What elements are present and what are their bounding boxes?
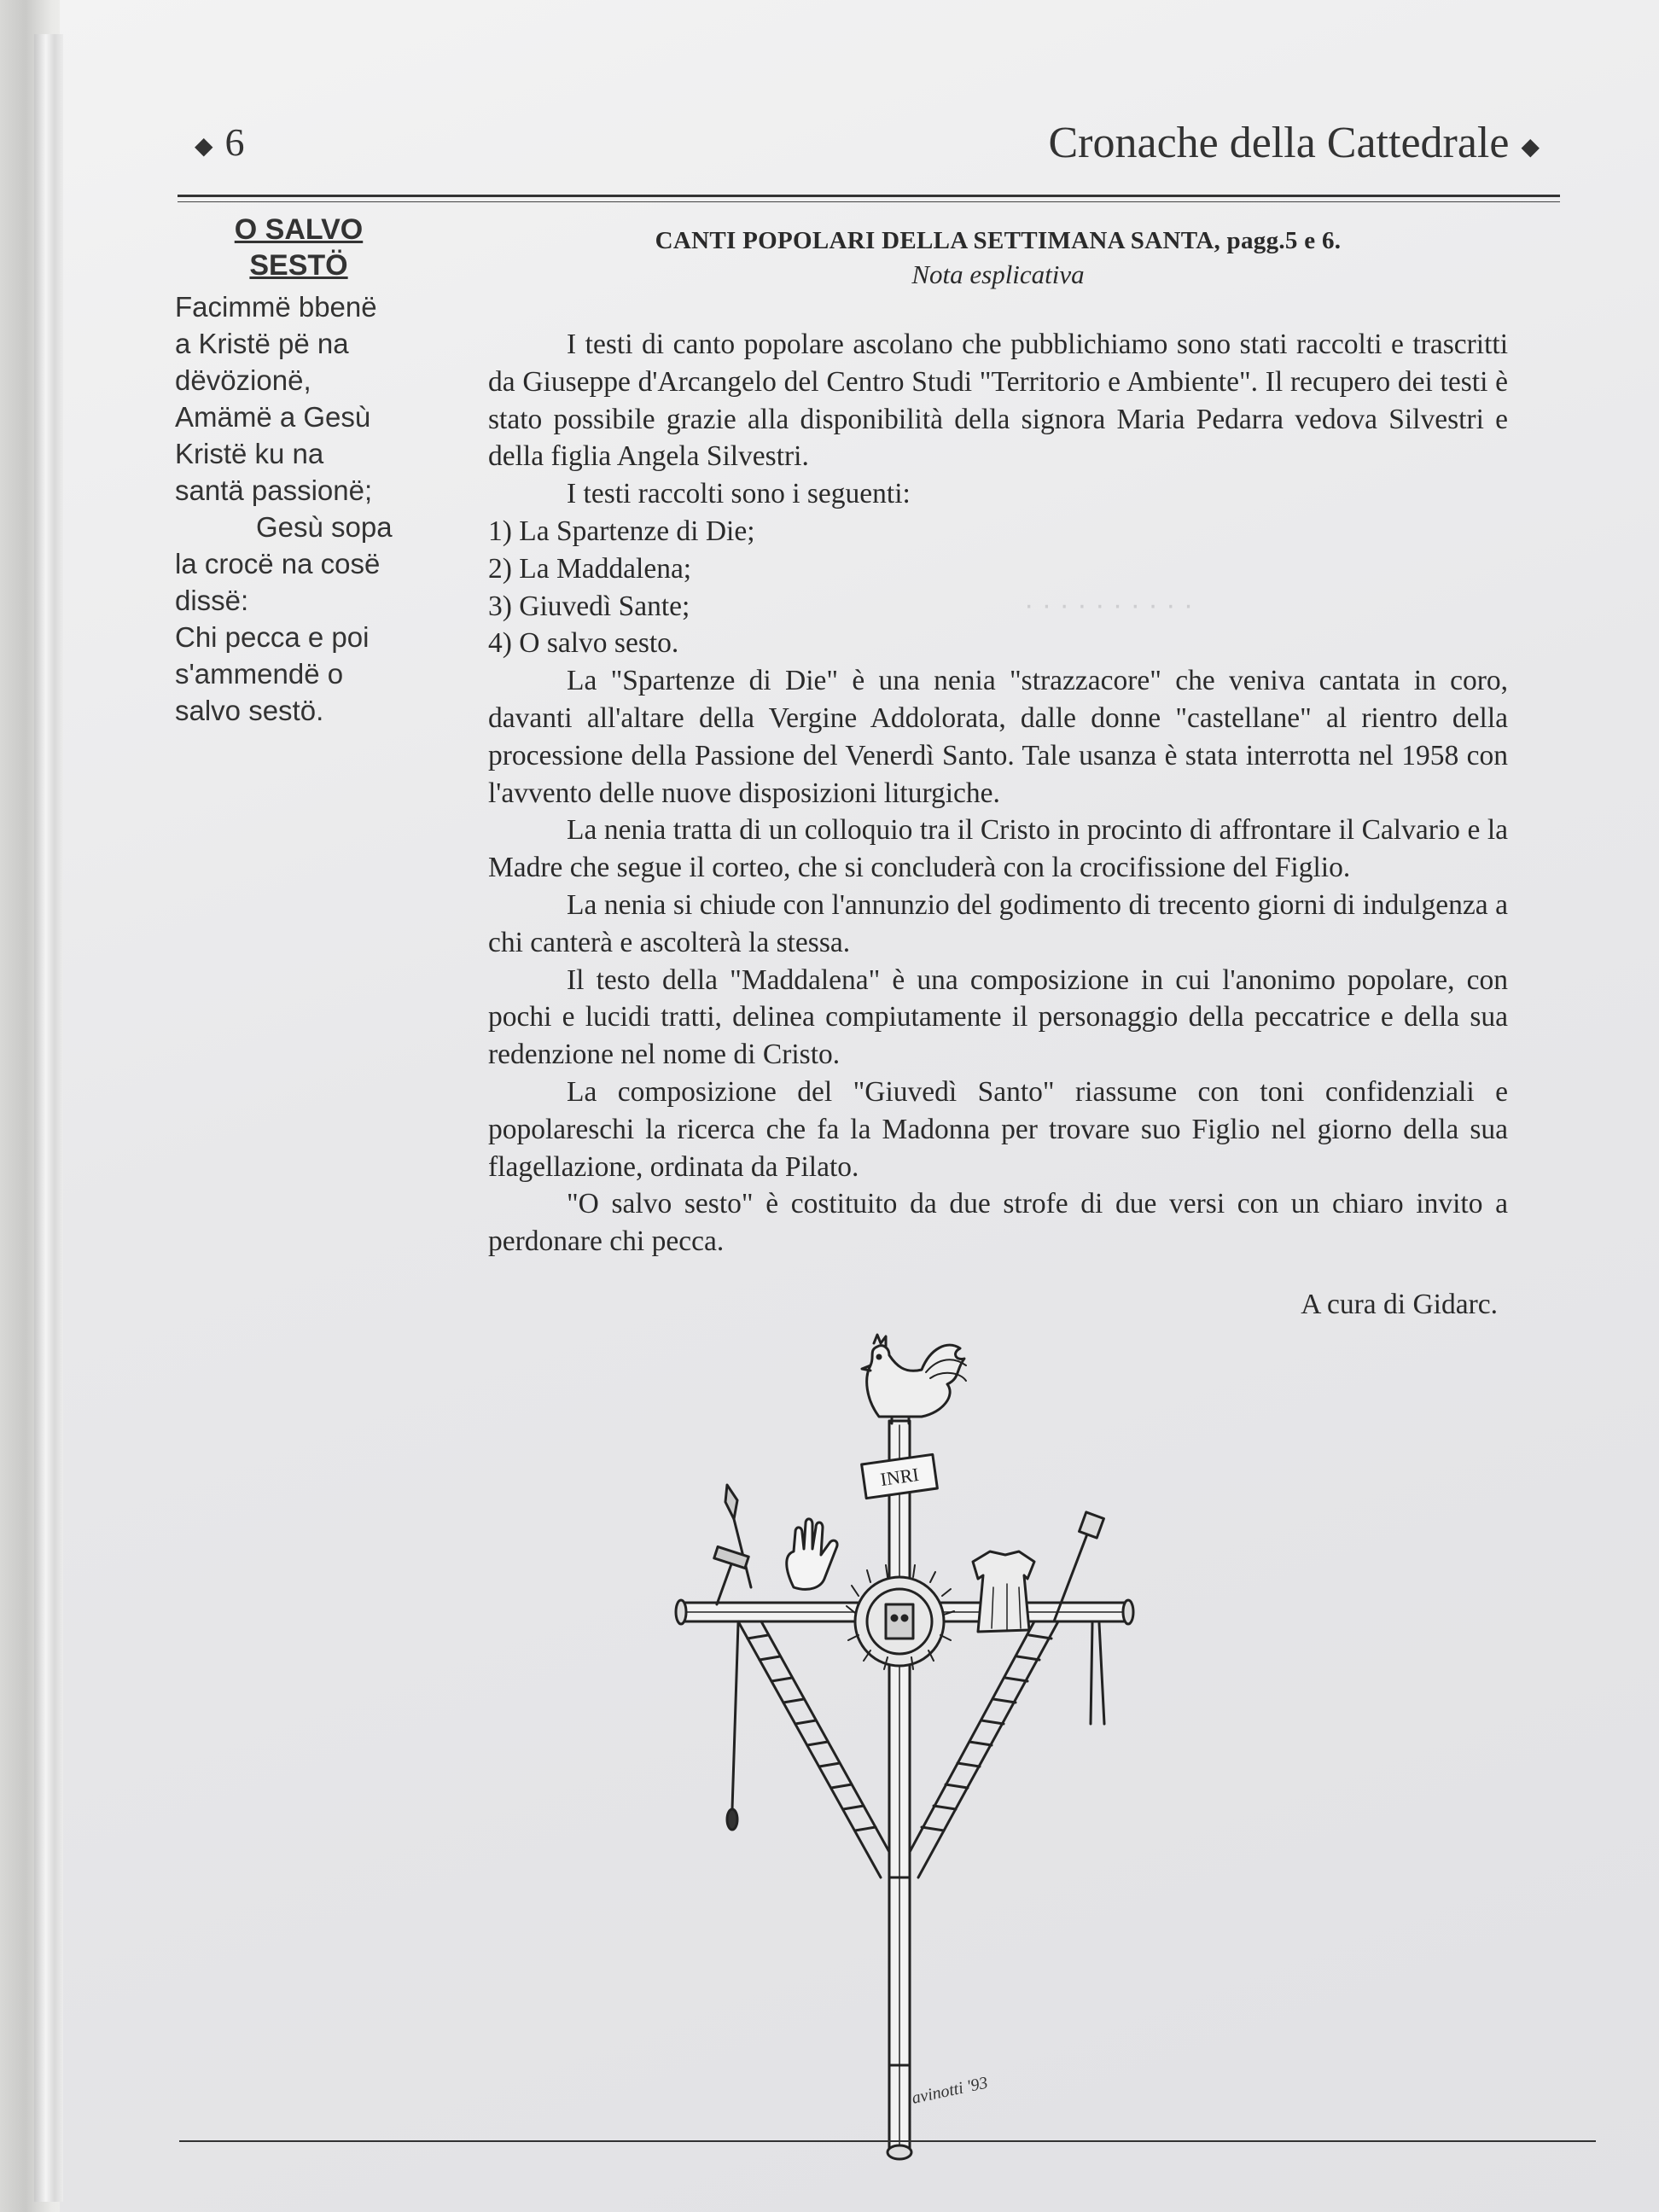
hand-icon	[787, 1519, 837, 1590]
article-paragraph: Il testo della "Maddalena" è una composizione in cui l'anonimo popolare, con pochi e lucidi tratti, delinea compiutamente il personaggio della peccatrice e della sua redenzione nel nome di Cristo.	[488, 963, 1508, 1071]
article-signature: A cura di Gidarc.	[1301, 1288, 1498, 1320]
passion-cross-illustration	[666, 1331, 1144, 2168]
bleed-through-text: · · · · · · · · · ·	[1024, 589, 1194, 621]
article-paragraph: La composizione del "Giuvedì Santo" riassume con toni confidenziali e popolareschi la ricerca che fa la Madonna per trovare suo Figlio nel giorno della sua flagellazione, ordinata da Pilato.	[488, 1075, 1508, 1183]
sidebar-poem	[175, 212, 457, 729]
poem-line: Chi pecca e poi	[175, 621, 370, 653]
poem-line: santä passionë;	[175, 474, 373, 506]
page-number	[195, 119, 245, 165]
publication-title-text: Cronache della Cattedrale	[1048, 119, 1510, 167]
article-paragraph: I testi di canto popolare ascolano che pubblichiamo sono stati raccolti e trascritti da Giuseppe d'Arcangelo del Centro Studi "Territorio e Ambiente". Il recupero dei testi è stato possibile grazie alla disponibilità della signora Maria Pedarra vedova Silvestri e della figlia Angela Silvestri.	[488, 329, 1508, 473]
list-item: 4) O salvo sesto.	[488, 627, 679, 660]
rooster-icon	[862, 1335, 966, 1423]
list-item: 2) La Maddalena;	[488, 552, 692, 585]
diamond-bullet-icon: ◆	[1521, 134, 1540, 161]
poem-line: a Kristë pë na	[175, 328, 349, 359]
robe-icon	[973, 1551, 1034, 1632]
article-paragraph: "O salvo sesto" è costituito da due strofe di due versi con un chiaro invito a perdonare chi pecca.	[488, 1188, 1508, 1258]
header-rule	[178, 195, 1560, 197]
crown-of-thorns-icon	[847, 1565, 954, 1669]
poem-title-line: SESTÖ	[249, 249, 348, 282]
article-paragraph: La "Spartenze di Die" è una nenia "strazzacore" che veniva cantata in coro, davanti all'altare della Vergine Addolorata, dalle donne "castellane" al rientro della processione della Passione del Venerdì Santo. Tale usanza è stata interrotta nel 1958 con l'avvento delle nuove disposizioni liturgiche.	[488, 665, 1508, 809]
poem-line: Amämë a Gesù	[175, 401, 371, 433]
page-number-text: 6	[224, 120, 245, 164]
footer-rule	[179, 2140, 1596, 2142]
list-item: 3) Giuvedì Sante;	[488, 590, 690, 622]
diamond-bullet-icon: ◆	[195, 133, 213, 160]
article-subtitle: Nota esplicativa	[911, 259, 1085, 289]
inri-plaque-text: INRI	[878, 1463, 921, 1491]
list-item: 1) La Spartenze di Die;	[488, 515, 755, 547]
ladder-right	[910, 1621, 1058, 1877]
article-paragraph: La nenia si chiude con l'annunzio del godimento di trecento giorni di indulgenza a chi canterà e ascolterà la stessa.	[488, 888, 1508, 958]
article-paragraph: La nenia tratta di un colloquio tra il Cristo in procinto di affrontare il Calvario e la Madre che segue il corteo, che si concluderà con la crocifissione del Figlio.	[488, 814, 1508, 884]
publication-title	[1048, 118, 1540, 168]
poem-title-line: O SALVO	[234, 213, 364, 246]
poem-line: s'ammendë o	[175, 658, 344, 690]
artist-signature: avinotti '93	[910, 2073, 990, 2108]
poem-line: Kristë ku na	[175, 438, 324, 469]
reed-icon	[727, 1623, 738, 1830]
poem-line: dëvözionë,	[175, 364, 311, 396]
ladder-left	[738, 1621, 889, 1877]
article-paragraph: I testi raccolti sono i seguenti:	[567, 478, 911, 510]
header-rule-thin	[178, 201, 1560, 202]
cross-pole	[888, 1421, 911, 2159]
poem-title	[175, 212, 422, 283]
poem-line: la crocë na cosë	[175, 548, 381, 579]
poem-line: salvo sestö.	[175, 695, 324, 726]
article-title: CANTI POPOLARI DELLA SETTIMANA SANTA, pagg.5 e 6.	[655, 227, 1342, 254]
poem-line: Gesù sopa	[256, 511, 393, 543]
poem-line: Facimmë bbenë	[175, 291, 377, 323]
hammer-icon	[714, 1546, 748, 1604]
poem-line: dissë:	[175, 585, 249, 616]
article	[488, 224, 1508, 1324]
page-edge-stack	[34, 34, 63, 2202]
